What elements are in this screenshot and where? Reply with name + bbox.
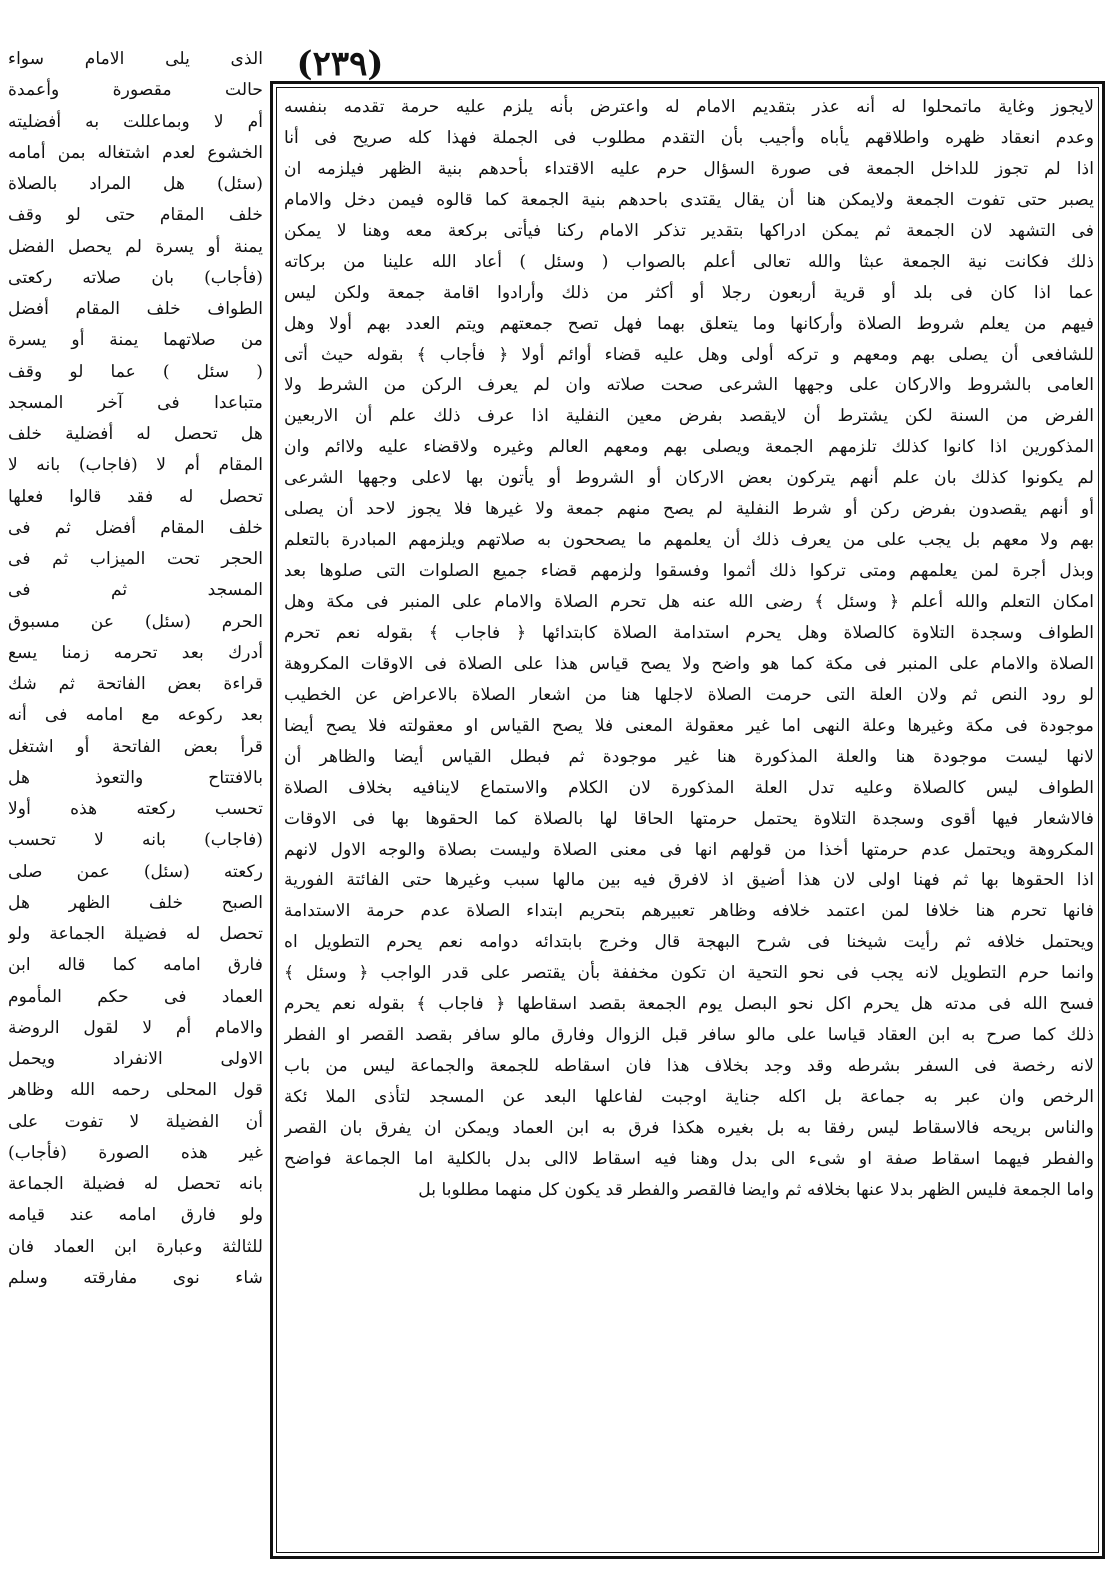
- margin-text-line: أدرك بعد تحرمه زمنا يسع: [8, 642, 263, 663]
- main-text-line: فى التشهد لان الجمعة ثم يمكن ادراكها بتقدير تذكر الامام ركنا فيأتى بركعة معه وهنا لا يمكن: [284, 220, 1094, 241]
- margin-text-line: للثالثة وعبارة ابن العماد فان: [8, 1236, 263, 1257]
- main-text-block: [284, 92, 1094, 1206]
- margin-text-line: المسجد ثم فى: [8, 580, 263, 601]
- main-text-line: فالاشعار فيها أقوى وسجدة التلاوة يحتمل حرمتها الحاقا لها بالصلاة كما الحقوها بها فى الاوقات: [284, 808, 1094, 829]
- margin-text-line: بعد ركوعه مع امامه فى أنه: [8, 705, 263, 726]
- margin-text-line: غير هذه الصورة (فأجاب): [8, 1142, 263, 1163]
- margin-text-line: (سئل) هل المراد بالصلاة: [8, 174, 263, 194]
- margin-text-line: الطواف خلف المقام أفضل: [8, 299, 263, 319]
- main-text-line: الطواف ليس كالصلاة وعليه تدل العلة المذكورة لان الكلام والاستماع لاينافيه بخلاف الصلاة: [284, 777, 1094, 798]
- margin-text-line: والامام أم لا لقول الروضة: [8, 1017, 263, 1038]
- page-number: (٢٣٩): [296, 44, 384, 84]
- main-text-line: لانه رخصة فى السفر بشرطه وقد وجد بخلاف هذا فان اسقاطه للجمعة والجماعة ليس من باب: [284, 1056, 1094, 1077]
- main-text-line: والناس بريحه فالاسقاط ليس رفقا به بل بغيره هكذا فرق به ابن العماد ويمكن ان يفرق بان القصر: [284, 1117, 1094, 1138]
- margin-text-line: الحرم (سئل) عن مسبوق: [8, 611, 263, 632]
- main-text-line: لو رود النص ثم ولان العلة التى حرمت الصلاة لاجلها هنا من اشعار الصلاة بالاعراض عن الخطيب: [284, 684, 1094, 705]
- margin-text-line: بالافتتاح والتعوذ هل: [8, 767, 263, 788]
- margin-text-line: شاء نوى مفارقته وسلم: [8, 1267, 263, 1288]
- main-text-line: لايجوز وغاية ماتمحلوا له أنه عذر بتقديم الامام له واعترض بأنه يلزم عليه حرمة تقدمه بنفسه: [284, 97, 1094, 117]
- margin-text-line: من صلاتهما يمنة أو يسرة: [8, 330, 263, 351]
- margin-text-line: قراءة بعض الفاتحة ثم شك: [8, 674, 263, 694]
- main-text-line: للشافعى أن يصلى بهم ومعهم و تركه أولى وهل عليه قضاء أوائم أولا ﴿ فأجاب ﴾ بقوله حيث أتى: [284, 344, 1094, 365]
- main-text-line: الصلاة والامام على المنبر فى مكة كما هو واضح ولا يصح قياس هذا على الصلاة فى الاوقات المكروهة: [284, 653, 1094, 674]
- margin-text-line: فارق امامه كما قاله ابن: [8, 955, 263, 976]
- margin-text-line: يمنة أو يسرة لم يحصل الفضل: [8, 236, 263, 257]
- main-text-line: ذلك كما صرح به ابن العقاد قياسا على مالو سافر قبل الزوال وفارق مالو سافر بقصد القصر او الفطر: [284, 1025, 1094, 1046]
- margin-text-line: أم لا وبماعللت به أفضليته: [8, 111, 263, 132]
- main-text-line: المذكورين اذا كانوا كذلك تلزمهم الجمعة ويصلى بهم ومعهم العالم وغيره ولاقضاء عليه ولاائم وان: [284, 437, 1094, 458]
- main-text-line: الرخص وان عبر به جماعة بل اكله جناية اوجبت لفاعلها البعد عن المسجد لتأذى الملا ئكة: [284, 1087, 1094, 1107]
- margin-text-line: (فأجاب) بان صلاته ركعتى: [8, 267, 263, 288]
- margin-text-line: (فاجاب) بانه لا تحسب: [8, 830, 263, 851]
- main-text-line: وانما حرم التطويل لانه يجب فى نحو التحية ان تكون مخففة بأن يقتصر على قدر الواجب ﴿ وسئل ﴾: [284, 963, 1094, 984]
- margin-text-line: الصبح خلف الظهر هل: [8, 892, 263, 913]
- margin-text-line: ولو فارق امامه عند قيامه: [8, 1205, 263, 1226]
- margin-text-line: ( سئل ) عما لو وقف: [8, 361, 263, 382]
- main-text-line: امكان التعلم والله أعلم ﴿ وسئل ﴾ رضى الله عنه هل تحرم الصلاة والامام على المنبر فى مكة وهل: [284, 592, 1094, 612]
- main-text-line: ويحتمل خلافه ثم رأيت شيخنا فى شرح البهجة قال وخرج بابتدائه دوامه نعم يحرم التطويل اه: [284, 932, 1094, 953]
- margin-text-line: تحصل له فقد قالوا فعلها: [8, 486, 263, 507]
- margin-text-line: خلف المقام حتى لو وقف: [8, 205, 263, 226]
- main-text-line: والفطر فيهما اسقاط صفة او شىء الى بدل وهنا فيه اسقاط لاالى بدل بالكلية اما الجماعة فواضح: [284, 1148, 1094, 1169]
- margin-text-line: خلف المقام أفضل ثم فى: [8, 517, 263, 538]
- margin-text-line: بانه تحصل له فضيلة الجماعة: [8, 1174, 263, 1194]
- margin-text-line: ركعته (سئل) عمن صلى: [8, 861, 263, 882]
- main-text-line: وبذل أجرة لمن يعلمهم ومتى تركوا ذلك أثموا وفسقوا ولزمهم قضاء جميع الصلوات التى صلوها بعد: [284, 561, 1094, 582]
- margin-text-line: قول المحلى رحمه الله وظاهر: [8, 1080, 263, 1101]
- main-text-line: موجودة فى مكة وغيرها وعلة النهى اما غير معقولة المعنى فلا يصح القياس او معقولته فلا يصح أيضا: [284, 715, 1094, 736]
- main-text-line: اذا لم تجوز للداخل الجمعة فى صورة السؤال حرم عليه الاقتداء بأحدهم بنية الظهر فيلزمه ان: [284, 158, 1094, 179]
- main-text-line: يصبر حتى تفوت الجمعة ولايمكن هنا أن يقال يقتدى باحدهم بنية الجمعة كما قالوه فيمن دخل والامام: [284, 189, 1094, 210]
- main-text-line: الفرض من السنة لكن يشترط أن لايقصد بفرض معين النفلية اذا عرف ذلك علم أن الاربعين: [284, 406, 1094, 427]
- main-text-line: وعدم انعقاد ظهره واطلاقهم يأباه وأجيب بأن التقدم مطلوب فى الجملة فهذا كله صريح فى أنا: [284, 127, 1094, 148]
- main-text-line: فسح الله فى مدته هل يحرم اكل نحو البصل يوم الجمعة بقصد اسقاطها ﴿ فاجاب ﴾ بقوله نعم يحرم: [284, 994, 1094, 1015]
- main-text-line: اذا الحقوها بها ثم فهنا اولى لان هذا أضيق اذ لافرق فيه بين مالها سبب وغيرها حتى الفائتة الفورية: [284, 870, 1094, 891]
- main-text-line: لانها ليست موجودة هنا والعلة المذكورة هنا غير موجودة ثم فبطل القياس أيضا والظاهر أن: [284, 746, 1094, 767]
- margin-text-line: الذى يلى الامام سواء: [8, 49, 263, 69]
- main-text-line: ذلك فكانت نية الجمعة عبثا والله تعالى أعلم بالصواب ( وسئل ) أعاد الله علينا من بركاته: [284, 251, 1094, 272]
- main-text-line: العامى بالشروط والاركان على وجهها الشرعى صحت صلاته وان لم يعرف الركن من الشرط ولا: [284, 375, 1094, 396]
- margin-text-line: متباعدا فى آخر المسجد: [8, 392, 263, 413]
- main-text-line: فيهم من يعلم شروط الصلاة وأركانها وما يتعلق بهما فهل تصح جمعتهم ويتم العدد بهم أولا وهل: [284, 313, 1094, 334]
- main-text-line: الطواف وسجدة التلاوة كالصلاة وهل يحرم استدامة الصلاة كابتدائها ﴿ فاجاب ﴾ بقوله نعم تحرم: [284, 622, 1094, 643]
- margin-text-line: المقام أم لا (فاجاب) بانه لا: [8, 455, 263, 476]
- main-text-line: عما اذا كان فى بلد أو قرية أربعون رجلا أو أكثر من ذلك وأرادوا اقامة جمعة ولكن ليس: [284, 282, 1094, 303]
- main-text-line: واما الجمعة فليس الظهر بدلا عنها بخلافه ثم وايضا فالقصر والفطر قد يكون كل منهما مطلوبا بل: [418, 1179, 1094, 1200]
- main-text-line: المكروهة ويحتمل عدم حرمتها أخذا من قولهم انها فى معنى الصلاة وليست بصلاة والوجه الاول لانهم: [284, 839, 1094, 860]
- margin-text-line: الاولى الانفراد ويحمل: [8, 1049, 263, 1069]
- margin-text-line: هل تحصل له أفضلية خلف: [8, 424, 263, 444]
- margin-commentary: [8, 44, 263, 1294]
- main-text-line: أو أنهم يقصدون بفرض ركن أو شرط النفلية لم يصح منهم جمعة ولا غيرها فلا يجوز لاحد أن يصلى: [284, 499, 1094, 520]
- main-text-line: فانها تحرم هنا خلافا لمن اعتمد خلافه وظاهر تعبيرهم بتحريم ابتداء الصلاة عدم حرمة الاستدامة: [284, 901, 1094, 922]
- margin-text-line: حالت مقصورة وأعمدة: [8, 80, 263, 101]
- margin-text-line: الخشوع لعدم اشتغاله بمن أمامه: [8, 142, 263, 163]
- margin-text-line: أن الفضيلة لا تفوت على: [8, 1111, 263, 1132]
- main-text-line: بهم ولا معهم بل يجب على من يعرف ذلك أن يعلمهم ما يصححون به صلاتهم ويلزمهم المبادرة بالتعلم: [284, 530, 1094, 551]
- margin-text-line: تحسب ركعته هذه أولا: [8, 799, 263, 819]
- margin-text-line: العماد فى حكم المأموم: [8, 986, 263, 1007]
- margin-text-line: الحجر تحت الميزاب ثم فى: [8, 549, 263, 569]
- margin-text-line: تحصل له فضيلة الجماعة ولو: [8, 924, 263, 944]
- main-text-line: لم يكونوا كذلك بان علم أنهم يتركون بعض الاركان أو الشروط أو يأتون بها لاعلى وجهها الشرعى: [284, 468, 1094, 489]
- margin-text-line: قرأ بعض الفاتحة أو اشتغل: [8, 736, 263, 757]
